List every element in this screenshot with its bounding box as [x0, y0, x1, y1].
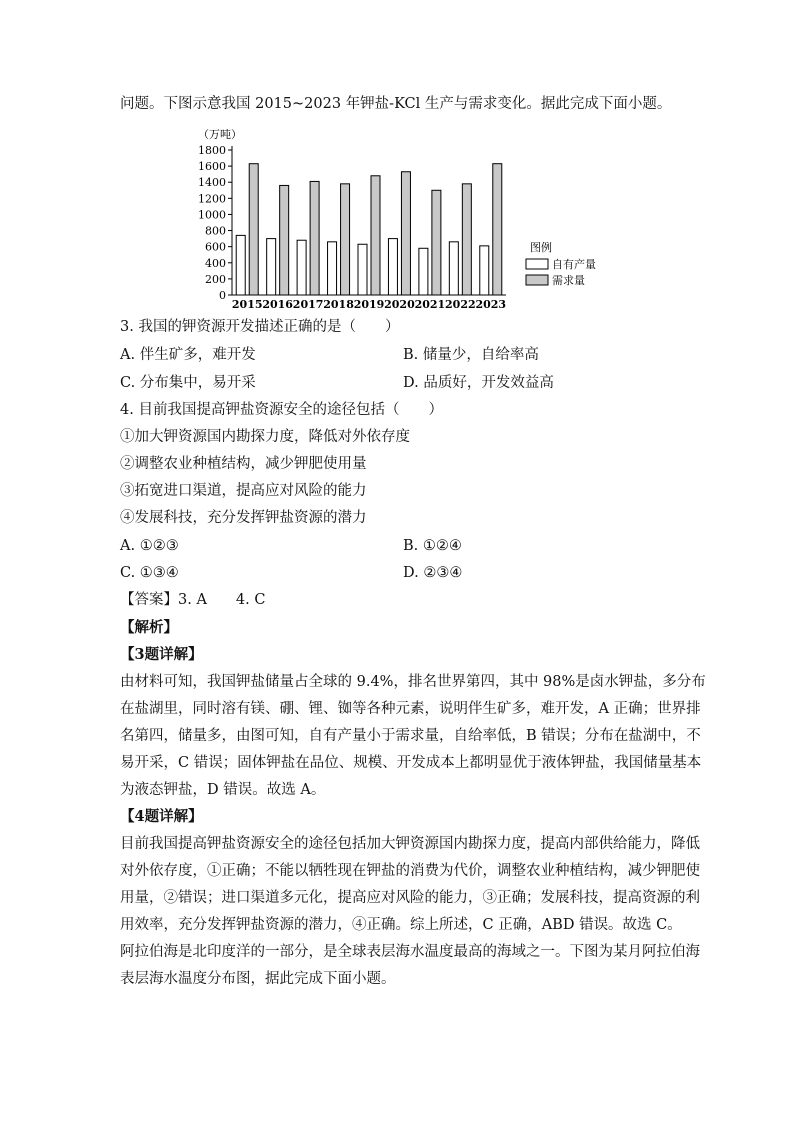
x-tick-label: 2015 [231, 298, 263, 311]
bar-production [236, 235, 245, 295]
y-tick-label: 1200 [198, 192, 226, 206]
y-tick-label: 1000 [198, 208, 226, 222]
bar-production [419, 248, 428, 295]
q3-stem: 3. 我国的钾资源开发描述正确的是（ ） [120, 319, 400, 335]
q3-option-c: C. 分布集中，易开采 [120, 375, 256, 391]
q3-detail-heading: 【3题详解】 [120, 646, 203, 663]
q3-option-d: D. 品质好，开发效益高 [403, 375, 554, 391]
q4-option-a: A. ①②③ [120, 538, 179, 554]
q4-detail-heading: 【4题详解】 [120, 808, 203, 825]
y-tick-label: 1600 [198, 160, 226, 174]
next-passage-line: 阿拉伯海是北印度洋的一部分，是全球表层海水温度最高的海域之一。下图为某月阿拉伯海 [120, 944, 700, 960]
legend-title: 图例 [530, 241, 552, 254]
bar-demand [310, 181, 319, 295]
bar-production [388, 239, 397, 295]
q3-option-a: A. 伴生矿多，难开发 [120, 347, 256, 363]
q4-option-d: D. ②③④ [403, 565, 463, 581]
y-tick-label: 0 [219, 289, 226, 302]
q4-detail-line: 对外依存度，①正确；不能以牺牲现在钾盐的消费为代价，调整农业种植结构，减少钾肥使 [120, 863, 700, 879]
legend-label: 需求量 [552, 274, 585, 287]
q4-option-b: B. ①②④ [403, 538, 462, 554]
q4-detail-line: 目前我国提高钾盐资源安全的途径包括加大钾资源国内勘探力度，提高内部供给能力，降低 [120, 836, 700, 852]
q4-statement-3: ③拓宽进口渠道，提高应对风险的能力 [120, 483, 367, 499]
y-tick-label: 600 [205, 240, 226, 254]
intro-text: 问题。下图示意我国 2015~2023 年钾盐-KCl 生产与需求变化。据此完成下面小题。 [120, 96, 672, 112]
bar-production [358, 244, 367, 295]
bar-production [480, 246, 489, 295]
bar-production [449, 242, 458, 295]
q4-statement-4: ④发展科技，充分发挥钾盐资源的潜力 [120, 510, 367, 526]
x-tick-label: 2022 [445, 298, 476, 311]
q3-detail-line: 名第四，储量多，由图可知，自有产量小于需求量，自给率低，B 错误；分布在盐湖中，不 [120, 728, 701, 744]
legend-swatch [526, 259, 548, 269]
x-tick-label: 2021 [414, 298, 446, 311]
bar-production [328, 242, 337, 295]
q4-option-c: C. ①③④ [120, 565, 179, 581]
bar-demand [462, 184, 471, 295]
bar-demand [341, 184, 350, 295]
y-tick-label: 400 [205, 256, 226, 270]
x-tick-label: 2018 [323, 298, 354, 311]
x-tick-label: 2016 [262, 298, 293, 311]
y-tick-label: 1400 [198, 176, 226, 190]
legend [526, 240, 596, 287]
bar-demand [280, 185, 289, 295]
bar-production [267, 239, 276, 295]
x-tick-label: 2017 [292, 298, 324, 311]
answer-line: 【答案】3. A 4. C [120, 592, 266, 608]
y-tick-label: 200 [205, 272, 226, 286]
bar-demand [401, 172, 410, 295]
analysis-heading: 【解析】 [120, 619, 178, 636]
q4-detail-line: 用量，②错误；进口渠道多元化，提高应对风险的能力，③正确；发展科技，提高资源的利 [120, 890, 700, 906]
bar-demand [432, 190, 441, 295]
x-tick-label: 2019 [353, 298, 385, 311]
legend-label: 自有产量 [552, 258, 596, 271]
bar-demand [493, 164, 502, 295]
q4-statement-1: ①加大钾资源国内勘探力度，降低对外依存度 [120, 429, 410, 445]
bar-demand [371, 176, 380, 295]
y-tick-label: 1800 [198, 144, 226, 157]
potash-chart [190, 122, 620, 317]
x-axis [232, 295, 506, 311]
bar-production [297, 240, 306, 295]
q4-detail-line: 用效率，充分发挥钾盐资源的潜力，④正确。综上所述，C 正确，ABD 错误。故选 C。 [120, 917, 682, 933]
bar-demand [249, 164, 258, 295]
q3-detail-line: 为液态钾盐，D 错误。故选 A。 [120, 782, 326, 798]
q4-stem: 4. 目前我国提高钾盐资源安全的途径包括（ ） [120, 402, 443, 418]
q3-detail-line: 由材料可知，我国钾盐储量占全球的 9.4%，排名世界第四，其中 98%是卤水钾盐，多分布 [120, 674, 706, 690]
x-tick-label: 2023 [475, 298, 507, 311]
y-axis [198, 144, 232, 302]
bars-group [236, 164, 502, 295]
q3-detail-line: 易开采，C 错误；固体钾盐在品位、规模、开发成本上都明显优于液体钾盐，我国储量基本 [120, 755, 702, 771]
next-passage-line: 表层海水温度分布图，据此完成下面小题。 [120, 971, 396, 987]
y-tick-label: 800 [205, 224, 226, 238]
legend-swatch [526, 275, 548, 285]
q4-statement-2: ②调整农业种植结构，减少钾肥使用量 [120, 456, 367, 472]
q3-option-b: B. 储量少，自给率高 [403, 347, 539, 363]
x-tick-label: 2020 [384, 298, 415, 311]
q3-detail-line: 在盐湖里，同时溶有镁、硼、锂、铷等各种元素，说明伴生矿多，难开发，A 正确；世界排 [120, 701, 701, 717]
y-axis-label: （万吨） [198, 128, 242, 141]
